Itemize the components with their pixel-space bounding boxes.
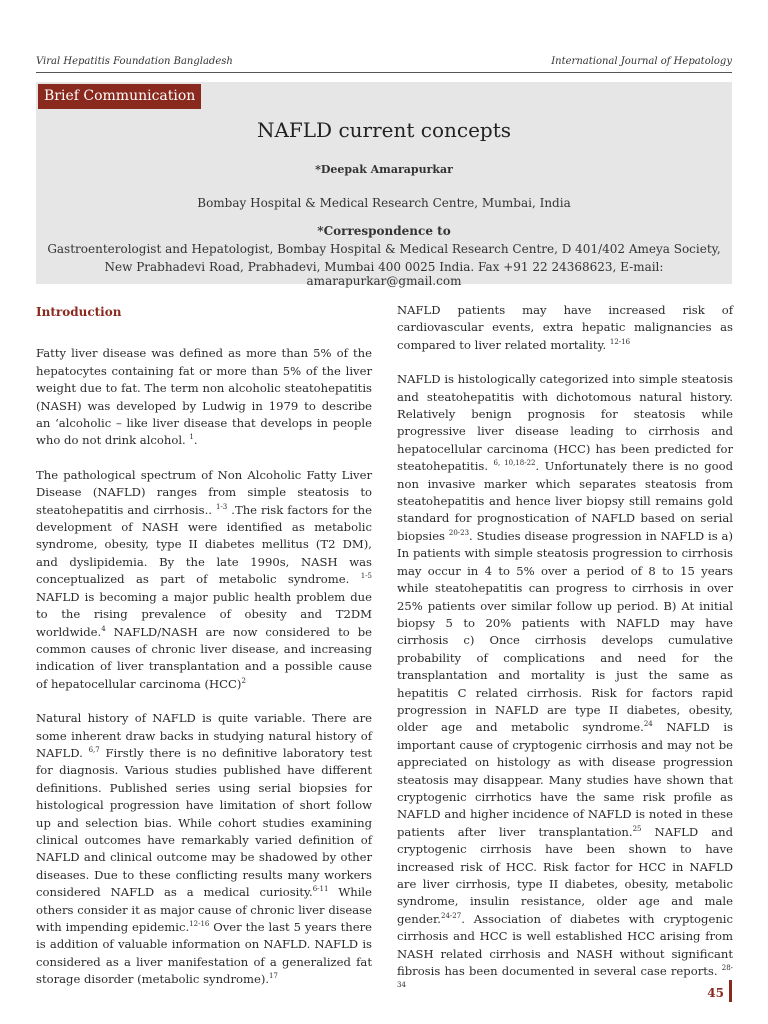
journal-society-label: Viral Hepatitis Foundation Bangladesh: [36, 56, 233, 67]
affiliation: Bombay Hospital & Medical Research Centre, Mumbai, India: [197, 196, 571, 210]
paragraph-text: . Studies disease progression in NAFLD is a) In patients with simple steatosis progression to cirrhosis may occur in 4 to 5% over a period of 8 to 15 years while steatohepatitis can progress to cirrhosis in over 25% patients over similar follow up period. B) At initial biopsy 5 to 20% patients with NAFLD may have cirrhosis c) Once cirrhosis develops cumulative probability of complications and need for the transplantation and mortality is just the same as hepatitis C related cirrhosis. Risk for factors rapid progression in NAFLD are type II diabetes, obesity, older age and metabolic syndrome.: [397, 528, 733, 735]
author-name: *Deepak Amarapurkar: [315, 163, 453, 176]
paragraph-text: . Unfortunately there is no good non invasive marker which separates steatosis from steatohepatitis and hence liver biopsy still remains gold standard for prognostication of NAFLD based on serial biopsies: [397, 459, 734, 543]
citation: 2: [241, 676, 246, 685]
paragraph-text: While others consider it as major cause of chronic liver disease with impending epidemic.: [36, 885, 372, 934]
citation: 12-16: [609, 337, 631, 346]
paragraph-text: NAFLD patients may have increased risk of cardiovascular events, extra hepatic malignancies as compared to liver related mortality.: [397, 303, 733, 352]
paragraph-text: Firstly there is no definitive laboratory test for diagnosis. Various studies published have different definitions. Published series using serial biopsies for histological progression have limitation of short follow up and selection bias. While cohort studies examining clinical outcomes have remarkably varied definition of NAFLD and clinical outcome may be shadowed by other diseases. Due to these conflicting results many workers considered NAFLD as a medical curiosity.: [36, 745, 372, 900]
paragraph-text: .: [193, 433, 198, 448]
citation: 6, 10,18-22: [493, 459, 536, 468]
paragraph: [397, 302, 733, 354]
citation: 1: [189, 433, 194, 442]
citation: 1-5: [360, 572, 373, 581]
paragraph-text: .The risk factors for the development of NASH were identified as metabolic syndrome, obesity, type II diabetes mellitus (T2 DM), and dyslipidemia. By the late 1990s, NASH was conceptualized as part of metabolic syndrome.: [36, 502, 372, 587]
paragraph-text: NAFLD and cryptogenic cirrhosis have been shown to have increased risk of HCC. Risk factor for HCC in NAFLD are liver cirrhosis, type II diabetes, obesity, metabolic syndrome, insulin resistance, older age and male gender.: [397, 824, 734, 926]
citation: 6-11: [312, 885, 329, 894]
paragraph-text: NAFLD is histologically categorized into simple steatosis and steatohepatitis with dichotomous natural history. Relatively benign prognosis for steatosis while progressive liver disease leading to cirrhosis and hepatocellular carcinoma (HCC) has been predicted for steatohepatitis.: [397, 372, 733, 474]
citation: 24-27: [441, 911, 462, 920]
paragraph-text: NAFLD/NASH are now considered to be common causes of chronic liver disease, and increasing indication of liver transplantation and a possible cause of hepatocellular carcinoma (HCC): [36, 624, 372, 691]
paragraph: [397, 371, 733, 998]
article-header: [36, 82, 732, 288]
correspondence-contact-line: New Prabhadevi Road, Prabhadevi, Mumbai 400 0025 India. Fax +91 22 24368623, E-mail: amarapurkar@gmail.com: [104, 260, 664, 288]
paragraph-text: Fatty liver disease was defined as more than 5% of the hepatocytes containing fat or more than 5% of the liver weight due to fat. The term non alcoholic steatohepatitis (NASH) was developed by Ludwig in 1979 to describe an ‘alcoholic – like liver disease that develops in people who do not drink alcohol.: [36, 346, 372, 448]
citation: 12-16: [189, 920, 210, 929]
page-number-bar: [729, 980, 732, 1002]
section-title-introduction: Introduction: [36, 305, 122, 319]
paragraph: [36, 710, 372, 989]
citation: 17: [269, 972, 278, 981]
running-header: [36, 56, 732, 72]
paragraph-text: Natural history of NAFLD is quite variable. There are some inherent draw backs in studying natural history of NAFLD.: [36, 711, 372, 760]
article-title: NAFLD current concepts: [256, 118, 512, 142]
citation: 20-23: [448, 529, 470, 538]
citation: 1-3: [215, 502, 228, 511]
paragraph: [36, 345, 372, 449]
correspondence-address-line: Gastroenterologist and Hepatologist, Bombay Hospital & Medical Research Centre, D 401/402 Ameya Society,: [47, 242, 721, 256]
paragraph-text: . Association of diabetes with cryptogenic cirrhosis and HCC is well established HCC arising from NASH related cirrhosis and NASH without significant fibrosis has been documented in several case reports.: [397, 911, 733, 979]
citation: 28-34: [397, 964, 734, 990]
journal-name-label: International Journal of Hepatology: [551, 56, 732, 67]
citation: 4: [101, 624, 106, 633]
paragraph-text: NAFLD is important cause of cryptogenic cirrhosis and may not be appreciated on histology as with disease progression steatosis may disappear. Many studies have shown that cryptogenic cirrhotics have the same risk profile as NAFLD and higher incidence of NAFLD is noted in these patients after liver transplantation.: [397, 720, 734, 839]
header-rule: [36, 72, 732, 73]
paragraph-text: NAFLD is becoming a major public health problem due to the rising prevalence of obesity and T2DM worldwide.: [36, 589, 372, 639]
citation: 24: [643, 720, 653, 729]
article-type-badge: Brief Communication: [38, 84, 201, 109]
right-column: [397, 302, 733, 1015]
citation: 25: [632, 824, 642, 833]
paragraph-text: Over the last 5 years there is addition of valuable information on NAFLD. NAFLD is considered as a liver manifestation of a generalized fat storage disorder (metabolic syndrome).: [36, 920, 372, 987]
citation: 6,7: [88, 746, 100, 755]
left-column: [36, 300, 372, 1006]
paragraph: [36, 467, 372, 693]
correspondence-label: *Correspondence to: [317, 224, 451, 238]
paragraph-text: The pathological spectrum of Non Alcoholic Fatty Liver Disease (NAFLD) ranges from simple steatosis to steatohepatitis and cirrhosis..: [36, 467, 372, 517]
page-number: 45: [707, 986, 724, 1000]
